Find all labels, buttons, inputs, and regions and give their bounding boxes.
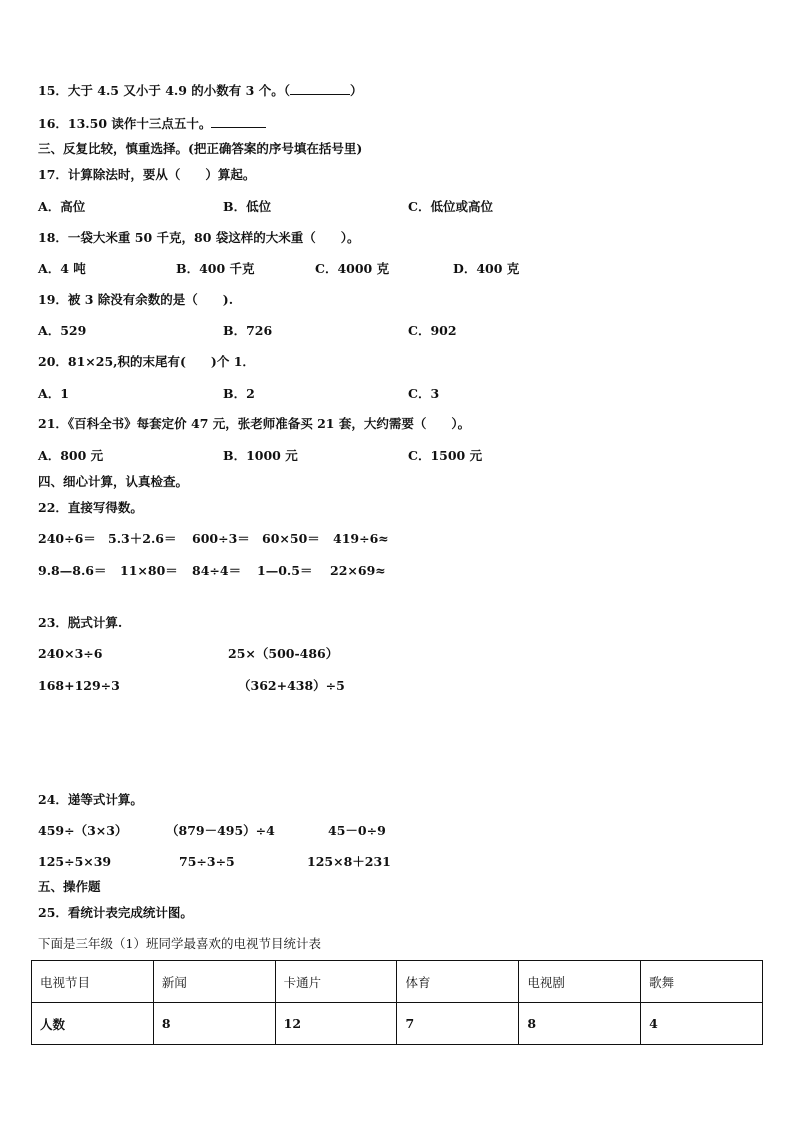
expression: （879－495）÷4 xyxy=(166,823,275,838)
table-cell: 歌舞 xyxy=(641,961,763,1003)
table-header-row xyxy=(32,961,763,1003)
expression: 168+129÷3 xyxy=(38,678,120,693)
oral-calc-item: 60×50＝ xyxy=(262,531,320,546)
section-4-heading: 四、细心计算，认真检查。 xyxy=(38,474,189,489)
question-21-stem: 21．《百科全书》每套定价 47 元，张老师准备买 21 套，大约需要（ ）。 xyxy=(38,416,471,431)
answer-blank[interactable] xyxy=(290,83,350,95)
table-cell: 电视剧 xyxy=(519,961,641,1003)
option-b[interactable]: B．低位 xyxy=(223,199,272,214)
section-5-heading: 五、操作题 xyxy=(38,879,101,894)
option-a[interactable]: A．高位 xyxy=(38,199,86,214)
expression: 125×8＋231 xyxy=(307,854,391,869)
question-15-close: ） xyxy=(349,83,363,98)
option-c[interactable]: C．低位或高位 xyxy=(408,199,493,214)
expression: 45－0÷9 xyxy=(328,823,386,838)
table-cell: 人数 xyxy=(32,1003,154,1045)
table-cell: 7 xyxy=(397,1003,519,1045)
section-3-heading: 三、反复比较，慎重选择。(把正确答案的序号填在括号里) xyxy=(38,141,363,156)
option-c[interactable]: C．1500 元 xyxy=(408,448,483,463)
expression: 25×（500-486） xyxy=(228,646,339,661)
expression: 459÷（3×3） xyxy=(38,823,128,838)
option-a[interactable]: A．529 xyxy=(38,323,87,338)
question-17-stem: 17．计算除法时，要从（ ）算起。 xyxy=(38,167,256,182)
table-cell: 8 xyxy=(153,1003,275,1045)
question-23-stem: 23．脱式计算. xyxy=(38,615,123,630)
table-cell: 4 xyxy=(641,1003,763,1045)
oral-calc-item: 240÷6＝ xyxy=(38,531,96,546)
oral-calc-item: 600÷3＝ xyxy=(192,531,250,546)
question-16-text: 16．13.50 读作十三点五十。 xyxy=(38,116,212,131)
option-b[interactable]: B．1000 元 xyxy=(223,448,298,463)
option-c[interactable]: C．3 xyxy=(408,386,440,401)
expression: 75÷3÷5 xyxy=(179,854,235,869)
question-19-stem: 19．被 3 除没有余数的是（ ). xyxy=(38,292,234,307)
question-25-stem: 25．看统计表完成统计图。 xyxy=(38,905,193,920)
option-b[interactable]: B．400 千克 xyxy=(176,261,255,276)
table-cell: 8 xyxy=(519,1003,641,1045)
oral-calc-item: 5.3＋2.6＝ xyxy=(108,531,177,546)
option-a[interactable]: A．1 xyxy=(38,386,69,401)
tv-program-table xyxy=(31,960,763,1045)
table-caption: 下面是三年级（1）班同学最喜欢的电视节目统计表 xyxy=(38,936,321,951)
question-15-text: 15．大于 4.5 又小于 4.9 的小数有 3 个。（ xyxy=(38,83,290,98)
question-18-stem: 18．一袋大米重 50 千克，80 袋这样的大米重（ ）。 xyxy=(38,230,360,245)
oral-calc-item: 22×69≈ xyxy=(330,563,386,578)
question-15 xyxy=(38,83,362,99)
table-cell: 12 xyxy=(275,1003,397,1045)
option-c[interactable]: C．4000 克 xyxy=(315,261,390,276)
question-24-stem: 24．递等式计算。 xyxy=(38,792,143,807)
option-c[interactable]: C．902 xyxy=(408,323,457,338)
oral-calc-item: 9.8—8.6＝ xyxy=(38,563,107,578)
table-cell: 体育 xyxy=(397,961,519,1003)
oral-calc-item: 84÷4＝ xyxy=(192,563,242,578)
table-cell: 新闻 xyxy=(153,961,275,1003)
oral-calc-item: 419÷6≈ xyxy=(333,531,389,546)
question-22-stem: 22．直接写得数。 xyxy=(38,500,143,515)
expression: 125÷5×39 xyxy=(38,854,112,869)
table-cell: 卡通片 xyxy=(275,961,397,1003)
table-row xyxy=(32,1003,763,1045)
question-20-stem: 20．81×25,积的末尾有( )个 1． xyxy=(38,354,255,369)
expression: 240×3÷6 xyxy=(38,646,103,661)
oral-calc-item: 1—0.5＝ xyxy=(257,563,313,578)
expression: （362+438）÷5 xyxy=(238,678,345,693)
option-a[interactable]: A．4 吨 xyxy=(38,261,86,276)
question-16 xyxy=(38,116,266,132)
table-cell: 电视节目 xyxy=(32,961,154,1003)
option-b[interactable]: B．2 xyxy=(223,386,255,401)
oral-calc-item: 11×80＝ xyxy=(120,563,178,578)
option-b[interactable]: B．726 xyxy=(223,323,273,338)
option-d[interactable]: D．400 克 xyxy=(453,261,520,276)
option-a[interactable]: A．800 元 xyxy=(38,448,104,463)
answer-blank[interactable] xyxy=(211,116,266,128)
